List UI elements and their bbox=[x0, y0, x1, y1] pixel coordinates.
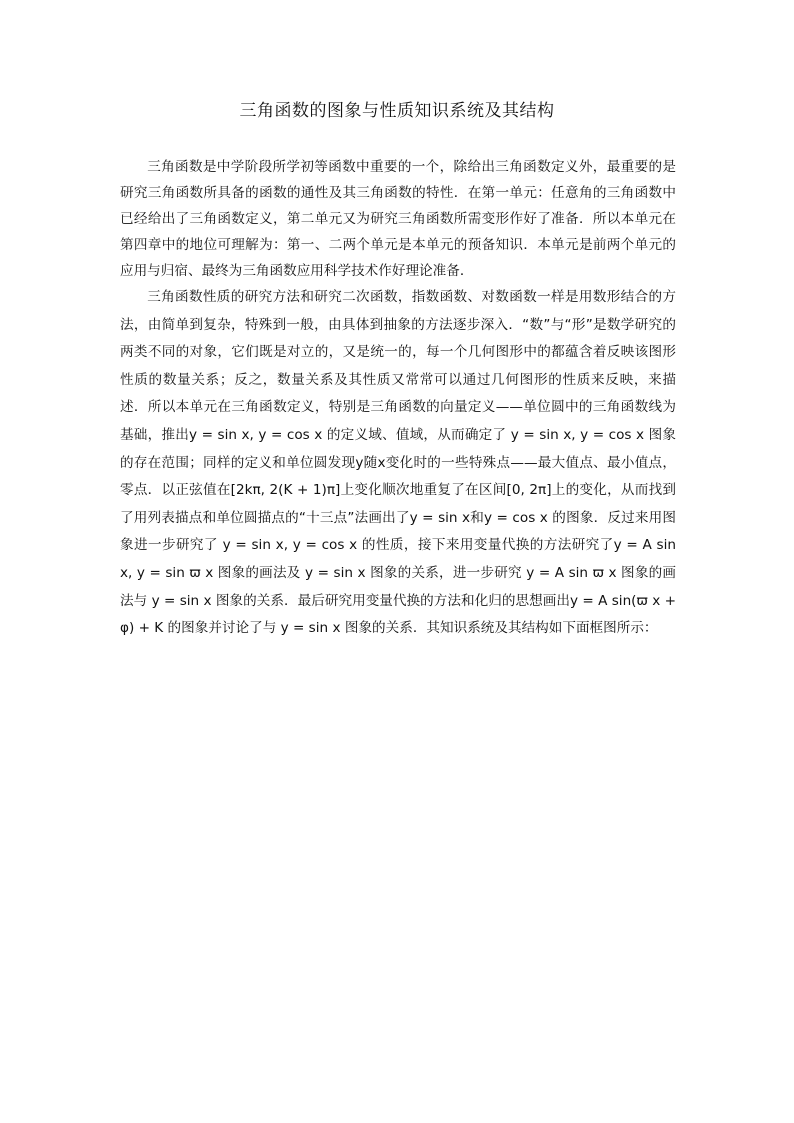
paragraph-intro: 三角函数是中学阶段所学初等函数中重要的一个，除给出三角函数定义外，最重要的是研究三角函数所具备的函数的通性及其三角函数的特性．在第一单元：任意角的三角函数中已经给出了三角函数定义，第二单元又为研究三角函数所需变形作好了准备．所以本单元在第四章中的地位可理解为：第一、二两个单元是本单元的预备知识．本单元是前两个单元的应用与归宿、最终为三角函数应用科学技术作好理论准备． bbox=[120, 159, 676, 279]
document-body bbox=[120, 154, 676, 643]
document-title: 三角函数的图象与性质知识系统及其结构 bbox=[239, 101, 555, 121]
paragraph-methods: 三角函数性质的研究方法和研究二次函数，指数函数、对数函数一样是用数形结合的方法，由简单到复杂，特殊到一般，由具体到抽象的方法逐步深入．“数”与“形”是数学研究的两类不同的对象，它们既是对立的，又是统一的，每一个几何图形中的都蕴含着反映该图形性质的数量关系；反之，数量关系及其性质又常常可以通过几何图形的性质来反映，来描述．所以本单元在三角函数定义，特别是三角函数的向量定义——单位圆中的三角函数线为基础，推出y = sin x, y = cos x 的定义域、值域，从而确定了 y = sin x, y = cos x 图象的存在范围；同样的定义和单位圆发现y随x变化时的一些特殊点——最大值点、最小值点，零点．以正弦值在[2kπ, 2(K + 1)π]上变化顺次地重复了在区间[0, 2π]上的变化，从而找到了用列表描点和单位圆描点的“十三点”法画出了y = sin x和y = cos x 的图象．反过来用图象进一步研究了 y = sin x, y = cos x 的性质，接下来用变量代换的方法研究了y = A sin x, y = sin ϖ x 图象的画法及 y = sin x 图象的关系，进一步研究 y = A sin ϖ x 图象的画法与 y = sin x 图象的关系．最后研究用变量代换的方法和化归的思想画出y = A sin(ϖ x + φ) + K 的图象并讨论了与 y = sin x 图象的关系．其知识系统及其结构如下面框图所示： bbox=[120, 289, 676, 637]
